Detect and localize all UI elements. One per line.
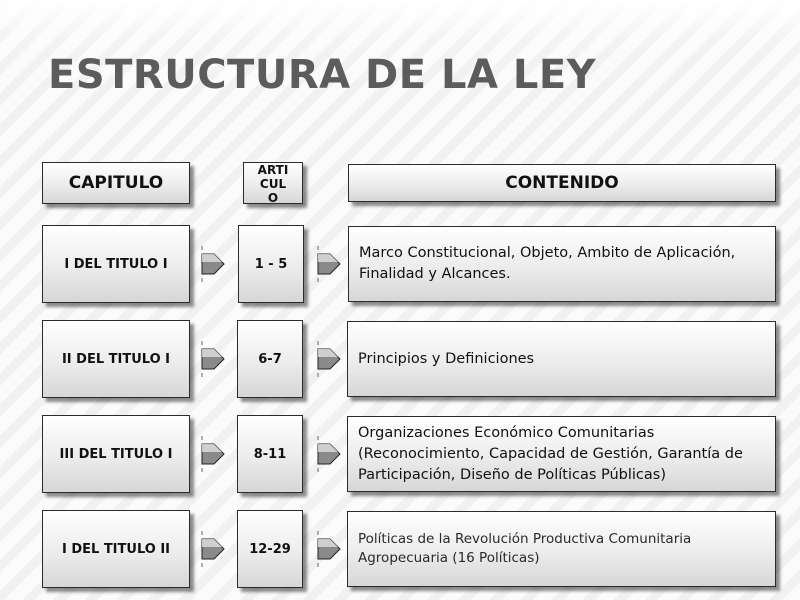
row-4-capitulo-label: I DEL TITULO II [61, 541, 171, 557]
arrow-right-icon [200, 339, 226, 379]
row-1-capitulo [42, 225, 190, 303]
row-1-contenido-text: Marco Constitucional, Objeto, Ambito de Aplicación, Finalidad y Alcances. [359, 245, 736, 282]
row-1-capitulo-label: I DEL TITULO I [64, 256, 168, 272]
row-4-articulo-label: 12-29 [249, 541, 291, 557]
arrow-right-icon [316, 434, 342, 474]
page-title: ESTRUCTURA DE LA LEY [48, 52, 597, 98]
arrow-right-icon [316, 339, 342, 379]
row-2-contenido-text: Principios y Definiciones [358, 350, 535, 367]
row-3-contenido [347, 416, 776, 492]
arrow-right-icon [316, 244, 342, 284]
row-4-articulo [237, 510, 303, 588]
arrow-right-icon [200, 244, 226, 284]
row-1-articulo [238, 225, 304, 303]
row-2-capitulo-label: II DEL TITULO I [61, 351, 171, 367]
row-1-articulo-label: 1 - 5 [254, 256, 288, 272]
row-3-articulo [237, 415, 303, 493]
row-2-contenido [347, 321, 776, 397]
header-articulo-label: ARTI CUL O [257, 163, 289, 204]
header-articulo [243, 162, 303, 204]
header-contenido-label: CONTENIDO [505, 173, 619, 193]
row-4-contenido-text: Políticas de la Revolución Productiva Comunitaria Agropecuaria (16 Políticas) [358, 531, 692, 566]
row-3-capitulo [42, 415, 190, 493]
row-3-articulo-label: 8-11 [253, 446, 287, 462]
row-2-articulo [237, 320, 303, 398]
header-capitulo-label: CAPITULO [68, 173, 164, 193]
row-3-contenido-text: Organizaciones Económico Comunitarias (Reconocimiento, Capacidad de Gestión, Garantía de Participación, Diseño de Políticas Públicas) [358, 424, 743, 483]
row-2-capitulo [42, 320, 190, 398]
arrow-right-icon [200, 434, 226, 474]
row-4-capitulo [42, 510, 190, 588]
row-1-contenido [348, 226, 776, 302]
row-2-articulo-label: 6-7 [258, 351, 282, 367]
row-4-contenido [347, 511, 776, 587]
header-contenido [348, 164, 776, 202]
header-capitulo [42, 162, 190, 204]
arrow-right-icon [200, 529, 226, 569]
row-3-capitulo-label: III DEL TITULO I [59, 446, 173, 462]
arrow-right-icon [316, 529, 342, 569]
